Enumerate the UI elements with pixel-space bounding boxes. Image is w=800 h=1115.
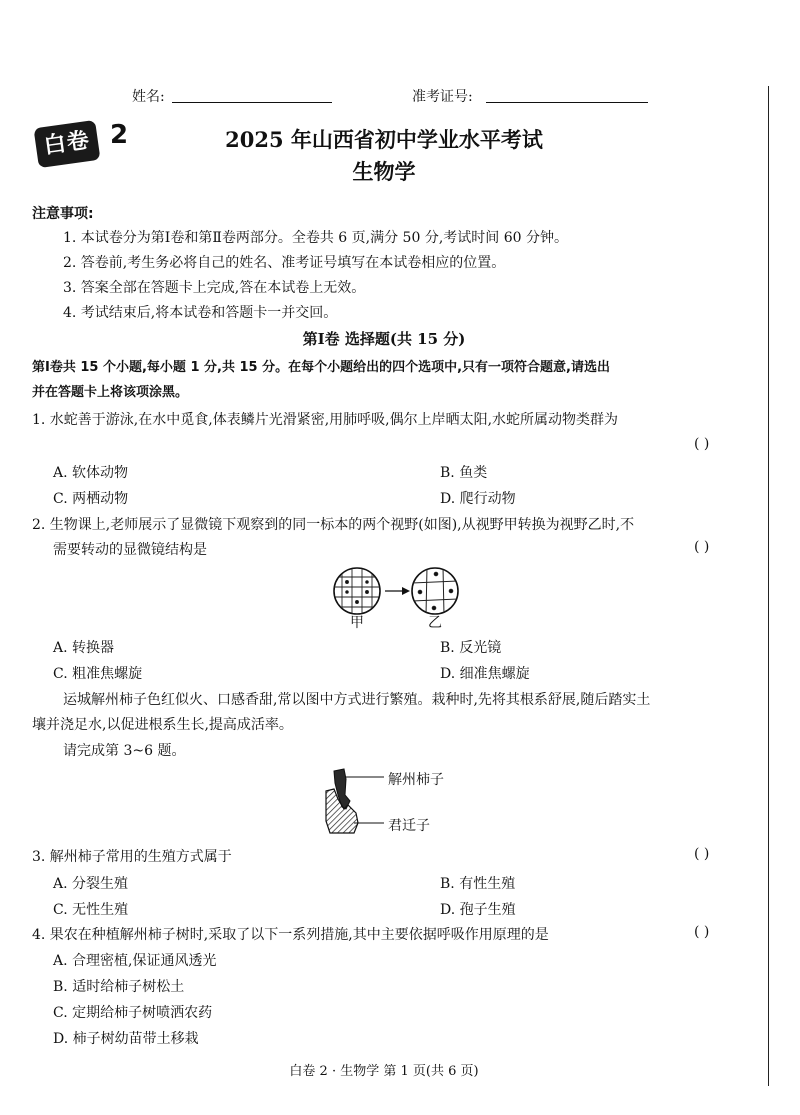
question-1-stem: 1. 水蛇善于游泳,在水中觅食,体表鳞片光滑紧密,用肺呼吸,偶尔上岸晒太阳,水蛇所属动物类群为 [32, 412, 619, 428]
q1-option-b: B. 鱼类 [440, 465, 488, 481]
exam-title: 2025 年山西省初中学业水平考试 [225, 127, 543, 152]
name-label: 姓名: [132, 89, 165, 105]
question-3-stem: 3. 解州柿子常用的生殖方式属于 [32, 849, 232, 865]
question-2-stem: 2. 生物课上,老师展示了显微镜下观察到的同一标本的两个视野(如图),从视野甲转换为视野乙时,不 [32, 517, 635, 533]
exam-id-label: 准考证号: [412, 89, 473, 105]
q2-option-d: D. 细准焦螺旋 [440, 666, 530, 682]
q4-option-c: C. 定期给柿子树喷洒农药 [53, 1005, 213, 1021]
q1-option-d: D. 爬行动物 [440, 491, 516, 507]
passage-instruction: 请完成第 3~6 题。 [63, 743, 186, 759]
q2-option-a: A. 转换器 [53, 640, 115, 656]
answer-paren: ( ) [694, 436, 710, 452]
page-footer: 白卷 2 · 生物学 第 1 页(共 6 页) [289, 1064, 479, 1079]
notice-item: 2. 答卷前,考生务必将自己的姓名、准考证号填写在本试卷相应的位置。 [63, 255, 506, 271]
figure-label-yi: 乙 [428, 615, 442, 631]
notice-heading: 注意事项: [32, 206, 94, 222]
name-blank [172, 102, 332, 103]
q4-option-d: D. 柿子树幼苗带土移栽 [53, 1031, 199, 1047]
q3-option-d: D. 孢子生殖 [440, 902, 516, 918]
grafting-figure [320, 765, 395, 837]
q2-option-b: B. 反光镜 [440, 640, 502, 656]
section-instruction: 并在答题卡上将该项涂黑。 [32, 385, 189, 400]
answer-paren: ( ) [694, 846, 710, 862]
arrow-head-icon [402, 587, 410, 595]
answer-paren: ( ) [694, 539, 710, 555]
notice-item: 1. 本试卷分为第Ⅰ卷和第Ⅱ卷两部分。全卷共 6 页,满分 50 分,考试时间 60 分钟。 [63, 230, 568, 246]
q4-option-a: A. 合理密植,保证通风透光 [53, 953, 217, 969]
notice-item: 3. 答案全部在答题卡上完成,答在本试卷上无效。 [63, 280, 366, 296]
page-edge-line [768, 86, 769, 1086]
notice-item: 4. 考试结束后,将本试卷和答题卡一并交回。 [63, 305, 338, 321]
figure-label-scion: 解州柿子 [388, 772, 444, 788]
passage-text: 运城解州柿子色红似火、口感香甜,常以图中方式进行繁殖。栽种时,先将其根系舒展,随后踏实土 [63, 692, 651, 708]
subject-title: 生物学 [352, 159, 416, 184]
q2-option-c: C. 粗准焦螺旋 [53, 666, 143, 682]
q4-option-b: B. 适时给柿子树松土 [53, 979, 185, 995]
q3-option-c: C. 无性生殖 [53, 902, 129, 918]
question-2-stem-cont: 需要转动的显微镜结构是 [53, 542, 207, 558]
paper-badge-number: 2 [110, 120, 129, 150]
figure-label-rootstock: 君迁子 [388, 818, 430, 834]
passage-text-cont: 壤并浇足水,以促进根系生长,提高成活率。 [32, 717, 293, 733]
section-title: 第Ⅰ卷 选择题(共 15 分) [302, 330, 466, 348]
paper-badge: 白卷 [34, 120, 101, 168]
q1-option-a: A. 软体动物 [53, 465, 129, 481]
q3-option-a: A. 分裂生殖 [53, 876, 129, 892]
q1-option-c: C. 两栖动物 [53, 491, 129, 507]
figure-label-jia: 甲 [350, 615, 364, 631]
section-instruction: 第Ⅰ卷共 15 个小题,每小题 1 分,共 15 分。在每个小题给出的四个选项中,只有一项符合题意,请选出 [32, 360, 610, 375]
answer-paren: ( ) [694, 924, 710, 940]
question-4-stem: 4. 果农在种植解州柿子树时,采取了以下一系列措施,其中主要依据呼吸作用原理的是 [32, 927, 549, 943]
exam-id-blank [486, 102, 648, 103]
q3-option-b: B. 有性生殖 [440, 876, 516, 892]
